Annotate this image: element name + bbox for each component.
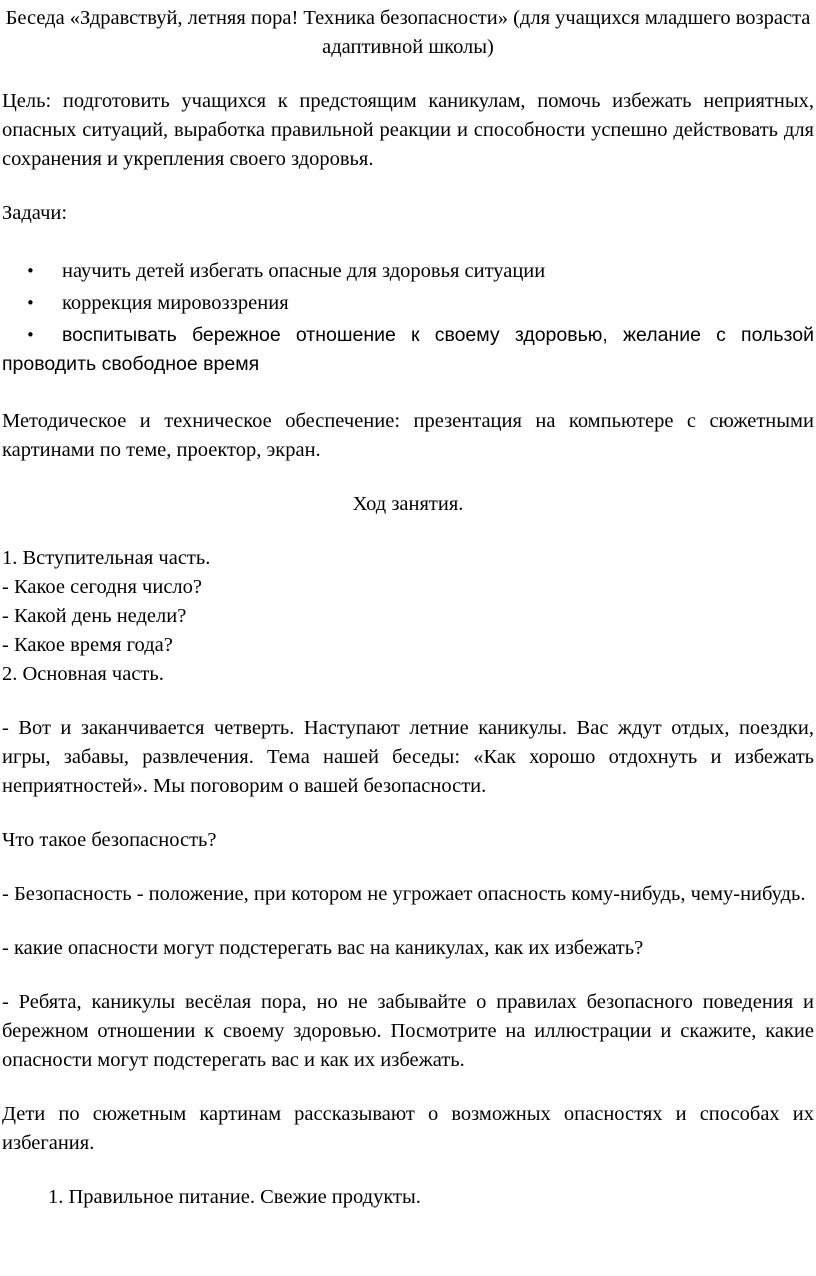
spacer (2, 855, 814, 880)
spacer (2, 519, 814, 544)
spacer (2, 801, 814, 826)
question-line: - Какой день недели? (2, 605, 187, 627)
spacer (2, 963, 814, 988)
question-line: - Какое время года? (2, 634, 173, 656)
intro-part-heading: 1. Вступительная часть. (2, 547, 211, 569)
tasks-list (2, 257, 814, 379)
task-item-text: коррекция мировоззрения (62, 292, 289, 314)
children-activity-paragraph: Дети по сюжетным картинам рассказывают о возможных опасностях и способах их избегания. (2, 1103, 814, 1154)
bullet-icon: • (26, 262, 35, 280)
safety-question: Что такое безопасность? (2, 829, 217, 851)
spacer (2, 465, 814, 490)
spacer (2, 174, 814, 199)
tasks-heading: Задачи: (2, 202, 68, 224)
task-item (2, 321, 814, 379)
spacer (2, 909, 814, 934)
equipment-paragraph: Методическое и техническое обеспечение: презентация на компьютере с сюжетными картинами по теме, проектор, экран. (2, 410, 814, 461)
task-item-text: научить детей избегать опасные для здоровья ситуации (62, 260, 546, 282)
intro-paragraph: - Вот и заканчивается четверть. Наступают летние каникулы. Вас ждут отдых, поездки, игры, забавы, развлечения. Тема нашей беседы: «Как хорошо отдохнуть и избежать неприятностей». Мы поговорим о вашей безопасности. (2, 717, 814, 797)
spacer (2, 1075, 814, 1100)
spacer (2, 62, 814, 87)
task-item-text: воспитывать бережное отношение к своему здоровью, желание с пользой проводить свободное время (2, 324, 814, 375)
numbered-list-item: 1. Правильное питание. Свежие продукты. (48, 1186, 421, 1208)
spacer (2, 382, 814, 407)
goal-paragraph: Цель: подготовить учащихся к предстоящим каникулам, помочь избежать неприятных, опасных ситуаций, выработка правильной реакции и способности успешно действовать для сохранения и укрепления своего здоровья. (2, 90, 814, 170)
rules-paragraph: - Ребята, каникулы весёлая пора, но не забывайте о правилах безопасного поведения и бережном отношении к своему здоровью. Посмотрите на иллюстрации и скажите, какие опасности могут подстерегать вас и как их избежать. (2, 991, 814, 1071)
safety-definition: - Безопасность - положение, при котором не угрожает опасность кому-нибудь, чему-нибудь. (2, 883, 806, 905)
question-line: - Какое сегодня число? (2, 576, 203, 598)
bullet-icon: • (26, 294, 35, 312)
lesson-heading: Ход занятия. (352, 493, 464, 515)
spacer (2, 689, 814, 714)
spacer (2, 228, 814, 257)
task-item (2, 257, 814, 286)
task-item (2, 289, 814, 318)
document-title: Беседа «Здравствуй, летняя пора! Техника безопасности» (для учащихся младшего возраста адаптивной школы) (5, 7, 811, 58)
main-part-heading: 2. Основная часть. (2, 663, 164, 685)
dangers-question: - какие опасности могут подстерегать вас на каникулах, как их избежать? (2, 937, 644, 959)
spacer (2, 1158, 814, 1183)
bullet-icon: • (26, 326, 35, 344)
